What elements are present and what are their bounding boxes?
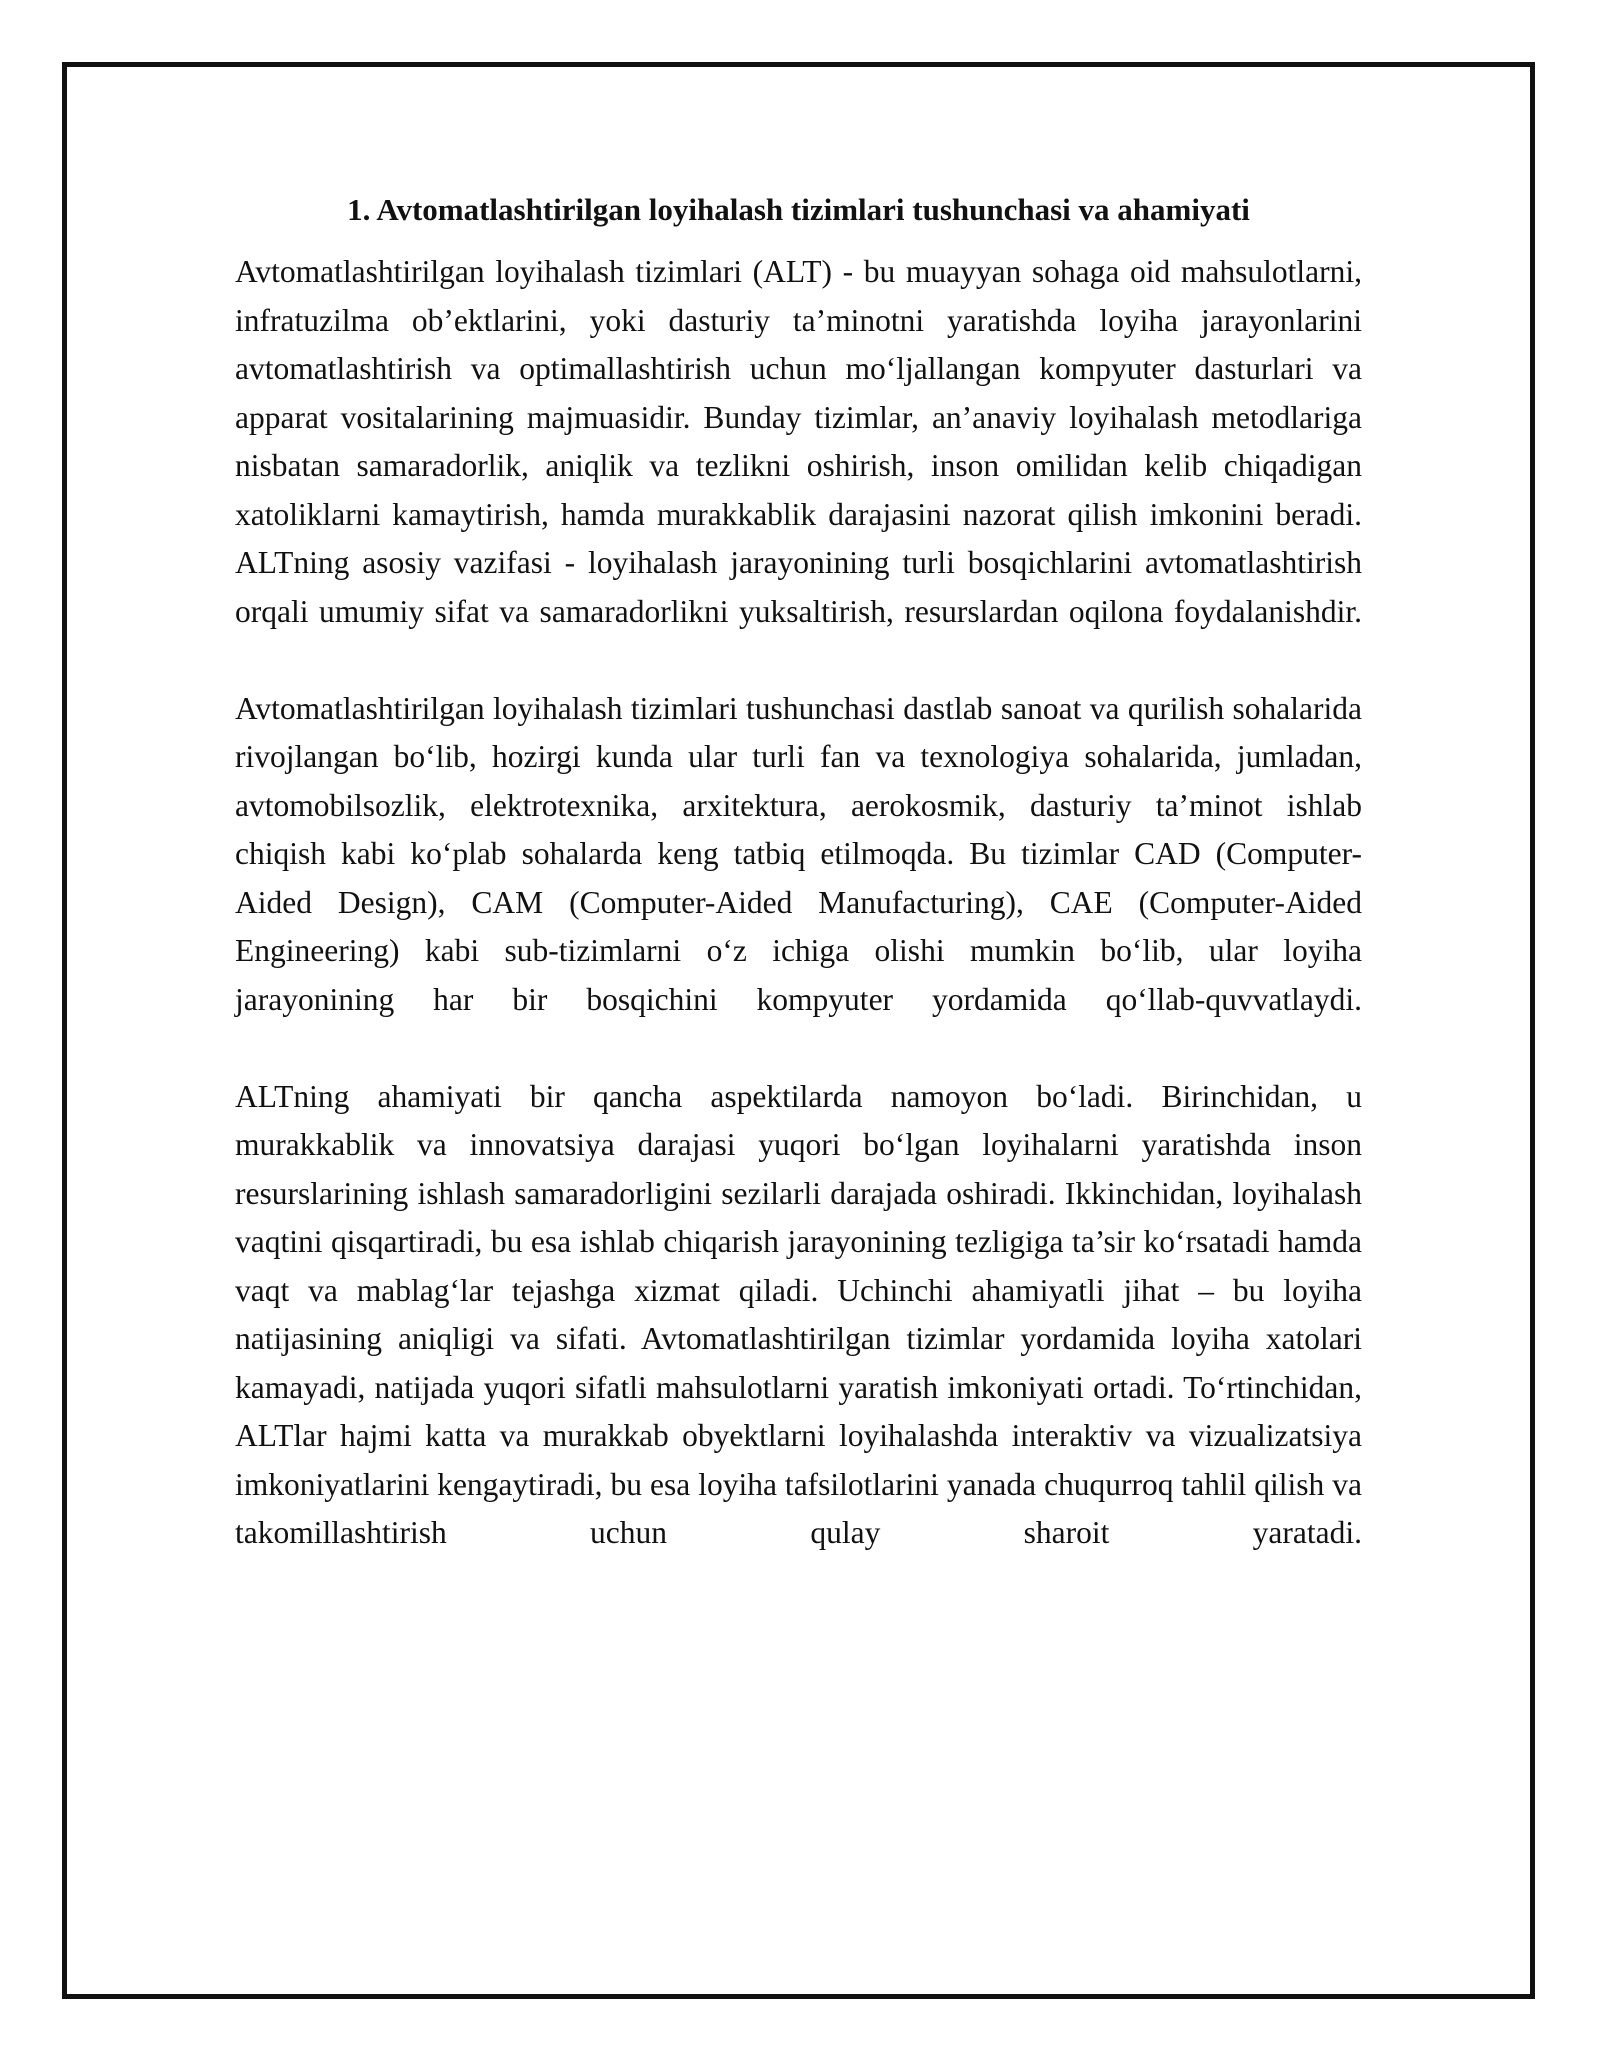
paragraph-alt-definition: Avtomatlashtirilgan loyihalash tizimlari (ALT) - bu muayyan sohaga oid mahsulotlarni, infratuzilma ob’ektlarini, yoki dasturiy ta’minotni yaratishda loyiha jarayonlarini avtomatlashtirish va optimallashtirish uchun mo‘ljallangan kompyuter dasturlari va apparat vositalarining majmuasidir. Bunday tizimlar, an’anaviy loyihalash metodlariga nisbatan samaradorlik, aniqlik va tezlikni oshirish, inson omilidan kelib chiqadigan xatoliklarni kamaytirish, hamda murakkablik darajasini nazorat qilish imkonini beradi. ALTning asosiy vazifasi - loyihalash jarayonining turli bosqichlarini avtomatlashtirish orqali umumiy sifat va samaradorlikni yuksaltirish, resurslardan oqilona foydalanishdir. <box>235 254 1362 629</box>
document-title: 1. Avtomatlashtirilgan loyihalash tizimlari tushunchasi va ahamiyati <box>347 192 1250 227</box>
document-body <box>235 186 1362 1606</box>
paragraph-alt-importance: ALTning ahamiyati bir qancha aspektilarda namoyon bo‘ladi. Birinchidan, u murakkablik va innovatsiya darajasi yuqori bo‘lgan loyihalarni yaratishda inson resurslarining ishlash samaradorligini sezilarli darajada oshiradi. Ikkinchidan, loyihalash vaqtini qisqartiradi, bu esa ishlab chiqarish jarayonining tezligiga ta’sir ko‘rsatadi hamda vaqt va mablag‘lar tejashga xizmat qiladi. Uchinchi ahamiyatli jihat – bu loyiha natijasining aniqligi va sifati. Avtomatlashtirilgan tizimlar yordamida loyiha xatolari kamayadi, natijada yuqori sifatli mahsulotlarni yaratish imkoniyati ortadi. To‘rtinchidan, ALTlar hajmi katta va murakkab obyektlarni loyihalashda interaktiv va vizualizatsiya imkoniyatlarini kengaytiradi, bu esa loyiha tafsilotlarini yanada chuqurroq tahlil qilish va takomillashtirish uchun qulay sharoit yaratadi. <box>235 1078 1362 1550</box>
paragraph-alt-history: Avtomatlashtirilgan loyihalash tizimlari tushunchasi dastlab sanoat va qurilish sohalarida rivojlangan bo‘lib, hozirgi kunda ular turli fan va texnologiya sohalarida, jumladan, avtomobilsozlik, elektrotexnika, arxitektura, aerokosmik, dasturiy ta’minot ishlab chiqish kabi ko‘plab sohalarda keng tatbiq etilmoqda. Bu tizimlar CAD (Computer-Aided Design), CAM (Computer-Aided Manufacturing), CAE (Computer-Aided Engineering) kabi sub-tizimlarni o‘z ichiga olishi mumkin bo‘lib, ular loyiha jarayonining har bir bosqichini kompyuter yordamida qo‘llab-quvvatlaydi. <box>235 690 1362 1017</box>
